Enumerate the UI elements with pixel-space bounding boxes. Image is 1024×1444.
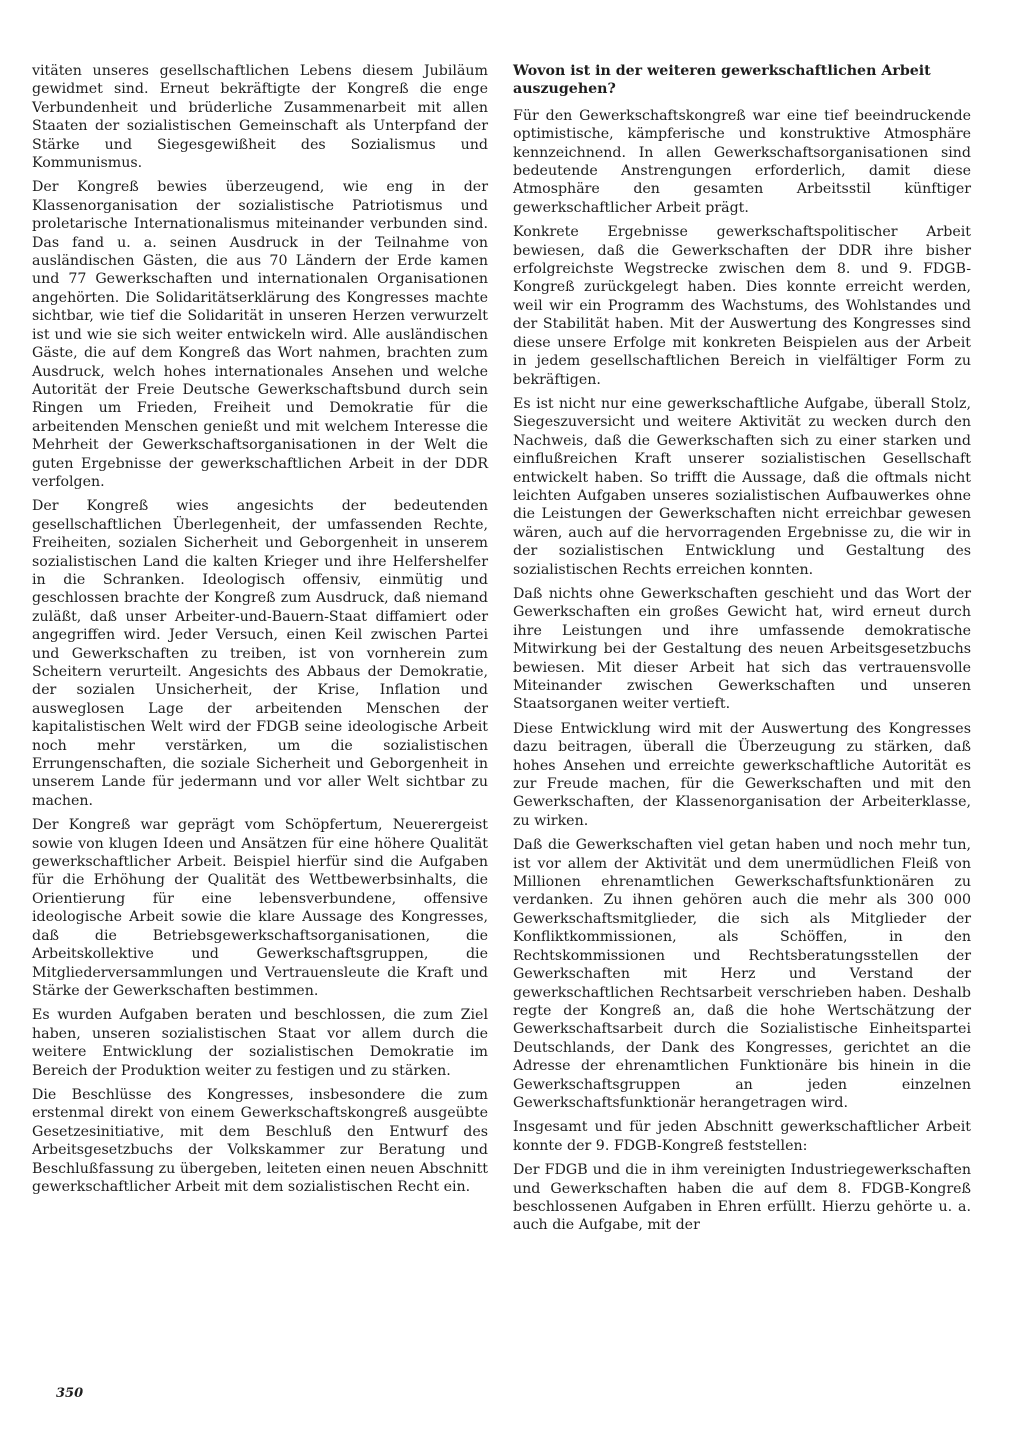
right-column (513, 62, 971, 1241)
body-paragraph: Insgesamt und für jeden Abschnitt gewerkschaftlicher Arbeit konnte der 9. FDGB-Kongreß feststellen: (513, 1119, 971, 1154)
section-heading: Wovon ist in der weiteren gewerkschaftlichen Arbeit auszugehen? (513, 63, 931, 98)
body-paragraph: Für den Gewerkschaftskongreß war eine tief beeindruckende optimistische, kämpferische und konstruktive Atmosphäre kennzeichnend. In allen Gewerkschaftsorganisationen sind bedeutende Anstrengungen erforderlich, damit diese Atmosphäre den gesamten Arbeitsstil künftiger gewerkschaftlicher Arbeit prägt. (513, 107, 971, 216)
body-paragraph: Es wurden Aufgaben beraten und beschlossen, die zum Ziel haben, unseren sozialistischen Staat vor allem durch die weitere Entwicklung der sozialistischen Demokratie im Bereich der Produktion weiter zu festigen und zu stärken. (32, 1007, 488, 1079)
page-number: 350 (56, 1386, 84, 1401)
body-paragraph: Der Kongreß bewies überzeugend, wie eng in der Klassenorganisation der sozialistische Patriotismus und proletarische Internationalismus miteinander verbunden sind. Das fand u. a. seinen Ausdruck in der Teilnahme von ausländischen Gästen, die aus 70 Ländern der Erde kamen und 77 Gewerkschaften und internationalen Organisationen angehörten. Die Solidaritätserklärung des Kongresses machte sichtbar, wie tief die Solidarität in unseren Herzen verwurzelt ist und wie sie sich weiter entwickeln wird. Alle ausländischen Gäste, die auf dem Kongreß das Wort nahmen, brachten zum Ausdruck, welch hohes internationales Ansehen und welche Autorität der Freie Deutsche Gewerkschaftsbund durch sein Ringen um Frieden, Freiheit und Demokratie für die arbeitenden Menschen genießt und mit welchem Interesse die Mehrheit der Gewerkschaftsorganisationen in der Welt die guten Ergebnisse der gewerkschaftlichen Arbeit in der DDR verfolgen. (32, 179, 488, 490)
body-paragraph: Es ist nicht nur eine gewerkschaftliche Aufgabe, überall Stolz, Siegeszuversicht und weitere Aktivität zu wecken durch den Nachweis, daß die Gewerkschaften sich zu einer starken und einflußreichen Kraft unserer sozialistischen Gesellschaft entwickelt haben. So trifft die Aussage, daß die oftmals nicht leichten Aufgaben unseres sozialistischen Aufbauwerkes ohne die Leistungen der Gewerkschaften nicht erreichbar gewesen wären, auch auf die hervorragenden Ergebnisse zu, die wir in der sozialistischen Entwicklung und Gestaltung des sozialistischen Rechts erreichen konnten. (513, 395, 971, 578)
body-paragraph: Diese Entwicklung wird mit der Auswertung des Kongresses dazu beitragen, überall die Überzeugung zu stärken, daß hohes Ansehen und erreichte gewerkschaftliche Autorität es zur Freude machen, für die Gewerkschaften und mit den Gewerkschaften, der Klassenorganisation der Arbeiterklasse, zu wirken. (513, 720, 971, 829)
body-paragraph: Daß nichts ohne Gewerkschaften geschieht und das Wort der Gewerkschaften ein großes Gewicht hat, wird erneut durch ihre Leistungen und ihre umfassende demokratische Mitwirkung bei der Gestaltung des neuen Arbeitsgesetzbuchs bewiesen. Mit dieser Arbeit hat sich das vertrauensvolle Miteinander zwischen Gewerkschaften und unseren Staatsorganen weiter vertieft. (513, 585, 971, 713)
body-paragraph: Der Kongreß wies angesichts der bedeutenden gesellschaftlichen Überlegenheit, der umfassenden Rechte, Freiheiten, sozialen Sicherheit und Geborgenheit in unserem sozialistischen Land die kalten Krieger und ihre Helfershelfer in die Schranken. Ideologisch offensiv, einmütig und geschlossen brachte der Kongreß zum Ausdruck, daß niemand zuläßt, daß unser Arbeiter-und-Bauern-Staat diffamiert oder angegriffen wird. Jeder Versuch, einen Keil zwischen Partei und Gewerkschaften zu treiben, ist von vornherein zum Scheitern verurteilt. Angesichts des Abbaus der Demokratie, der sozialen Unsicherheit, der Krise, Inflation und ausweglosen Lage der arbeitenden Menschen der kapitalistischen Welt wird der FDGB seine ideologische Arbeit noch mehr verstärken, um die sozialistischen Errungenschaften, die soziale Sicherheit und Geborgenheit in unserem Lande für jedermann und vor aller Welt sichtbar zu machen. (32, 498, 488, 809)
body-paragraph: Der FDGB und die in ihm vereinigten Industriegewerkschaften und Gewerkschaften haben die auf dem 8. FDGB-Kongreß beschlossenen Aufgaben in Ehren erfüllt. Hierzu gehörte u. a. auch die Aufgabe, mit der (513, 1162, 971, 1234)
body-paragraph: vitäten unseres gesellschaftlichen Lebens diesem Jubiläum gewidmet sind. Erneut bekräftigte der Kongreß die enge Verbundenheit und brüderliche Zusammenarbeit mit allen Staaten der sozialistischen Gemeinschaft als Unterpfand der Stärke und Siegesgewißheit des Sozialismus und Kommunismus. (32, 63, 488, 172)
body-paragraph: Der Kongreß war geprägt vom Schöpfertum, Neuerergeist sowie von klugen Ideen und Ansätzen für eine höhere Qualität gewerkschaftlicher Arbeit. Beispiel hierfür sind die Aufgaben für die Erhöhung der Qualität des Wettbewerbsinhalts, die Orientierung für eine lebensverbundene, offensive ideologische Arbeit sowie die klare Aussage des Kongresses, daß die Betriebsgewerkschaftsorganisationen, die Arbeitskollektive und Gewerkschaftsgruppen, die Mitgliederversammlungen und Vertrauensleute die Kraft und Stärke der Gewerkschaften bestimmen. (32, 817, 488, 999)
body-paragraph: Konkrete Ergebnisse gewerkschaftspolitischer Arbeit bewiesen, daß die Gewerkschaften der DDR ihre bisher erfolgreichste Wegstrecke zwischen dem 8. und 9. FDGB-Kongreß zurückgelegt haben. Dies konnte erreicht werden, weil wir ein Programm des Wachstums, des Wohlstandes und der Stabilität haben. Mit der Auswertung des Kongresses sind diese unsere Erfolge mit konkreten Beispielen aus der Arbeit in jedem gesellschaftlichen Bereich in vielfältiger Form zu bekräftigen. (513, 224, 971, 388)
body-paragraph: Daß die Gewerkschaften viel getan haben und noch mehr tun, ist vor allem der Aktivität und dem unermüdlichen Fleiß von Millionen ehrenamtlichen Gewerkschaftsfunktionären zu verdanken. Zu ihnen gehören auch die mehr als 300 000 Gewerkschaftsmitglieder, die sich als Mitglieder der Konfliktkommissionen, als Schöffen, in den Rechtskommissionen und Rechtsberatungsstellen der Gewerkschaften mit Herz und Verstand der gewerkschaftlichen Rechtsarbeit verschrieben haben. Deshalb regte der Kongreß an, daß die hohe Wertschätzung der Gewerkschaftsarbeit durch die Sozialistische Einheitspartei Deutschlands, der Dank des Kongresses, gerichtet an die Adresse der ehrenamtlichen Funktionäre bis hinein in die Gewerkschaftsgruppen an jeden einzelnen Gewerkschaftsfunktionär herangetragen wird. (513, 837, 971, 1111)
body-paragraph: Die Beschlüsse des Kongresses, insbesondere die zum erstenmal direkt von einem Gewerkschaftskongreß ausgeübte Gesetzesinitiative, mit dem Beschluß den Entwurf des Arbeitsgesetzbuchs der Volkskammer zur Beratung und Beschlußfassung zu übergeben, leiteten einen neuen Abschnitt gewerkschaftlicher Arbeit mit dem sozialistischen Recht ein. (32, 1086, 488, 1195)
left-column (32, 62, 488, 1202)
